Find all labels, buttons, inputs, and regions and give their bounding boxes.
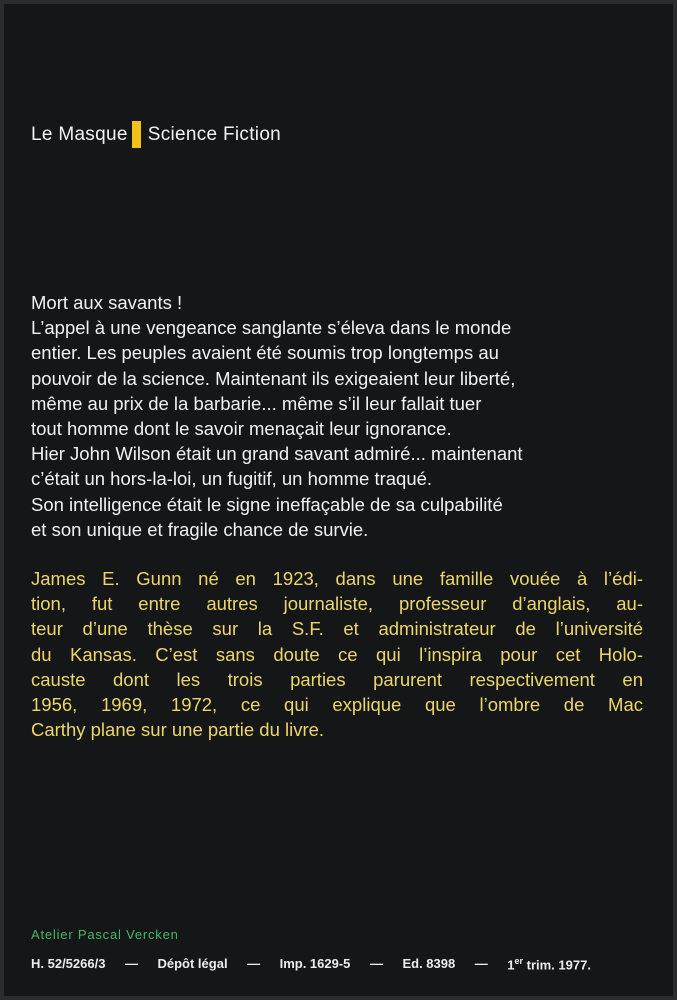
blurb-line: et son unique et fragile chance de survie. [31,518,369,540]
bio-line: teur d’une thèse sur la S.F. et administrateur de l’université [31,618,643,640]
blurb-line: L’appel à une vengeance sanglante s’éleva dans le monde [31,317,512,339]
legal-imp: Imp. 1629-5 [279,956,351,971]
legal-dash: — [474,956,488,971]
blurb-line: Son intelligence était le signe ineffaçable de sa culpabilité [31,493,503,515]
legal-depot: Dépôt légal [157,956,228,971]
legal-trim-superscript: er [514,956,523,966]
bio-line: du Kansas. C’est sans doute ce qui l’inspira pour cet Holo- [31,643,643,665]
yellow-separator-bar [132,121,141,148]
legal-line [31,956,591,972]
author-bio [31,566,643,742]
series-name-left: Le Masque [31,123,128,145]
bio-line: causte dont les trois parties parurent respectivement en [31,668,643,690]
blurb-line: Hier John Wilson était un grand savant admiré... maintenant [31,443,523,465]
blurb-line: pouvoir de la science. Maintenant ils exigeaient leur liberté, [31,367,516,389]
bio-line: tion, fut entre autres journaliste, professeur d’anglais, au- [31,593,643,615]
series-title [31,121,281,148]
legal-dash: — [247,956,261,971]
design-credit: Atelier Pascal Vercken [31,927,179,942]
blurb-line: Mort aux savants ! [31,292,183,313]
legal-dash: — [124,956,138,971]
blurb-text [31,290,631,542]
legal-dash: — [369,956,383,971]
bio-line: James E. Gunn né en 1923, dans une famille vouée à l’édi- [31,568,643,589]
bio-line: Carthy plane sur une partie du livre. [31,719,325,741]
blurb-line: entier. Les peuples avaient été soumis trop longtemps au [31,342,499,364]
series-name-right: Science Fiction [147,123,282,145]
legal-trim-rest: trim. 1977. [523,957,591,973]
legal-ed: Ed. 8398 [402,956,456,971]
legal-trim [507,956,591,972]
legal-ref: H. 52/5266/3 [31,956,106,971]
blurb-line: tout homme dont le savoir menaçait leur ignorance. [31,418,452,440]
legal-trim-number: 1 [507,957,515,973]
blurb-line: même au prix de la barbarie... même s’il leur fallait tuer [31,392,482,414]
blurb-line: c’était un hors-la-loi, un fugitif, un homme traqué. [31,468,433,490]
bio-line: 1956, 1969, 1972, ce qui explique que l’ombre de Mac [31,694,643,716]
